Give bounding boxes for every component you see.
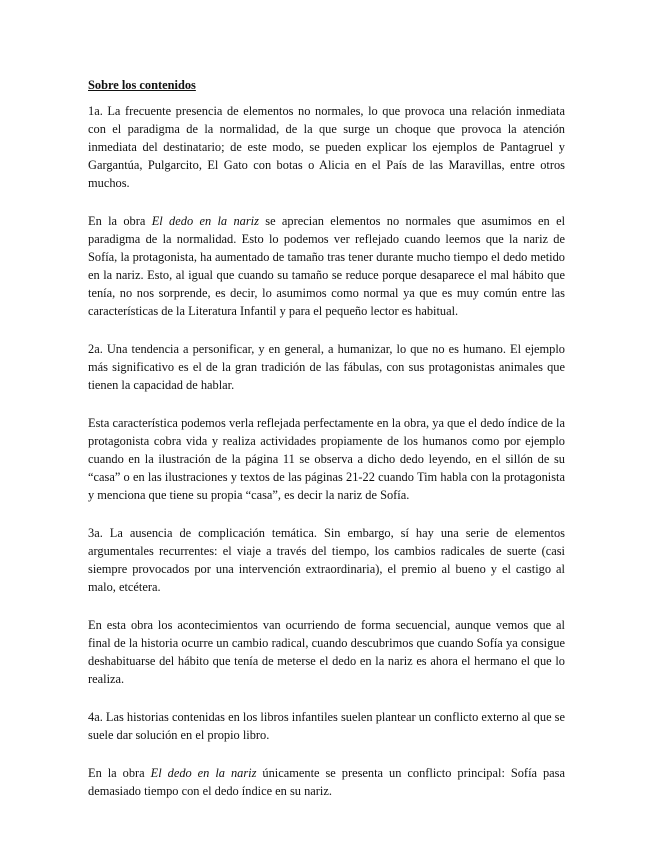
paragraph-3a bbox=[88, 524, 565, 596]
paragraph-text: se aprecian elementos no normales que asumimos en el paradigma de la normalidad. Esto lo podemos ver reflejado cuando leemos que la nariz de Sofía, la protagonista, ha aumentado de tamaño tras tener durante mucho tiempo el dedo metido en la nariz. Esto, al igual que cuando su tamaño se reduce porque desaparece el mal hábito que tenía, no nos sorprende, es decir, lo asumimos como normal ya que es muy común entre las características de la Literatura Infantil y para el pequeño lector es habitual. bbox=[88, 214, 566, 318]
paragraph-2a bbox=[88, 340, 565, 394]
paragraph-text: En esta obra los acontecimientos van ocurriendo de forma secuencial, aunque vemos que al final de la historia ocurre un cambio radical, cuando descubrimos que cuando Sofía ya consigue deshabituarse del hábito que tenía de meterse el dedo en la nariz es ahora el hermano el que lo realiza. bbox=[88, 618, 565, 686]
document-page bbox=[88, 76, 565, 820]
paragraph-2a-analysis bbox=[88, 414, 565, 504]
paragraph-text: 2a. Una tendencia a personificar, y en general, a humanizar, lo que no es humano. El ejemplo más significativo es el de la gran tradición de las fábulas, con sus protagonistas animales que tienen la capacidad de hablar. bbox=[88, 342, 565, 392]
book-title-italic: El dedo en la nariz bbox=[151, 214, 259, 228]
paragraph-text: 3a. La ausencia de complicación temática. Sin embargo, sí hay una serie de elementos argumentales recurrentes: el viaje a través del tiempo, los cambios radicales de suerte (casi siempre provocados por una intervención extraordinaria), el premio al bueno y el castigo al malo, etcétera. bbox=[88, 526, 565, 594]
book-title-italic: El dedo en la nariz bbox=[150, 766, 257, 780]
paragraph-4a bbox=[88, 708, 565, 744]
paragraph-1a bbox=[88, 102, 565, 192]
paragraph-text: En la obra bbox=[88, 214, 152, 228]
paragraph-text: 1a. La frecuente presencia de elementos no normales, lo que provoca una relación inmediata con el paradigma de la normalidad, de la que surge un choque que provoca la atención inmediata del destinatario; de este modo, se pueden explicar los ejemplos de Pantagruel y Gargantúa, Pulgarcito, El Gato con botas o Alicia en el País de las Maravillas, entre otros muchos. bbox=[88, 104, 565, 190]
paragraph-text: únicamente se presenta un conflicto principal: Sofía pasa demasiado tiempo con el dedo índice en su nariz. bbox=[88, 766, 565, 798]
paragraph-text: En la obra bbox=[88, 766, 151, 780]
section-title: Sobre los contenidos bbox=[88, 78, 196, 92]
paragraph-4a-analysis bbox=[88, 764, 565, 800]
paragraph-1a-analysis bbox=[88, 212, 565, 320]
paragraph-text: 4a. Las historias contenidas en los libros infantiles suelen plantear un conflicto externo al que se suele dar solución en el propio libro. bbox=[88, 710, 565, 742]
paragraph-3a-analysis bbox=[88, 616, 565, 688]
paragraph-text: Esta característica podemos verla reflejada perfectamente en la obra, ya que el dedo índice de la protagonista cobra vida y realiza actividades propiamente de los humanos como por ejemplo cuando en la ilustración de la página 11 se observa a dicho dedo leyendo, en el sillón de su “casa” o en las ilustraciones y textos de las páginas 21-22 cuando Tim habla con la protagonista y menciona que tiene su propia “casa”, es decir la nariz de Sofía. bbox=[88, 416, 565, 502]
